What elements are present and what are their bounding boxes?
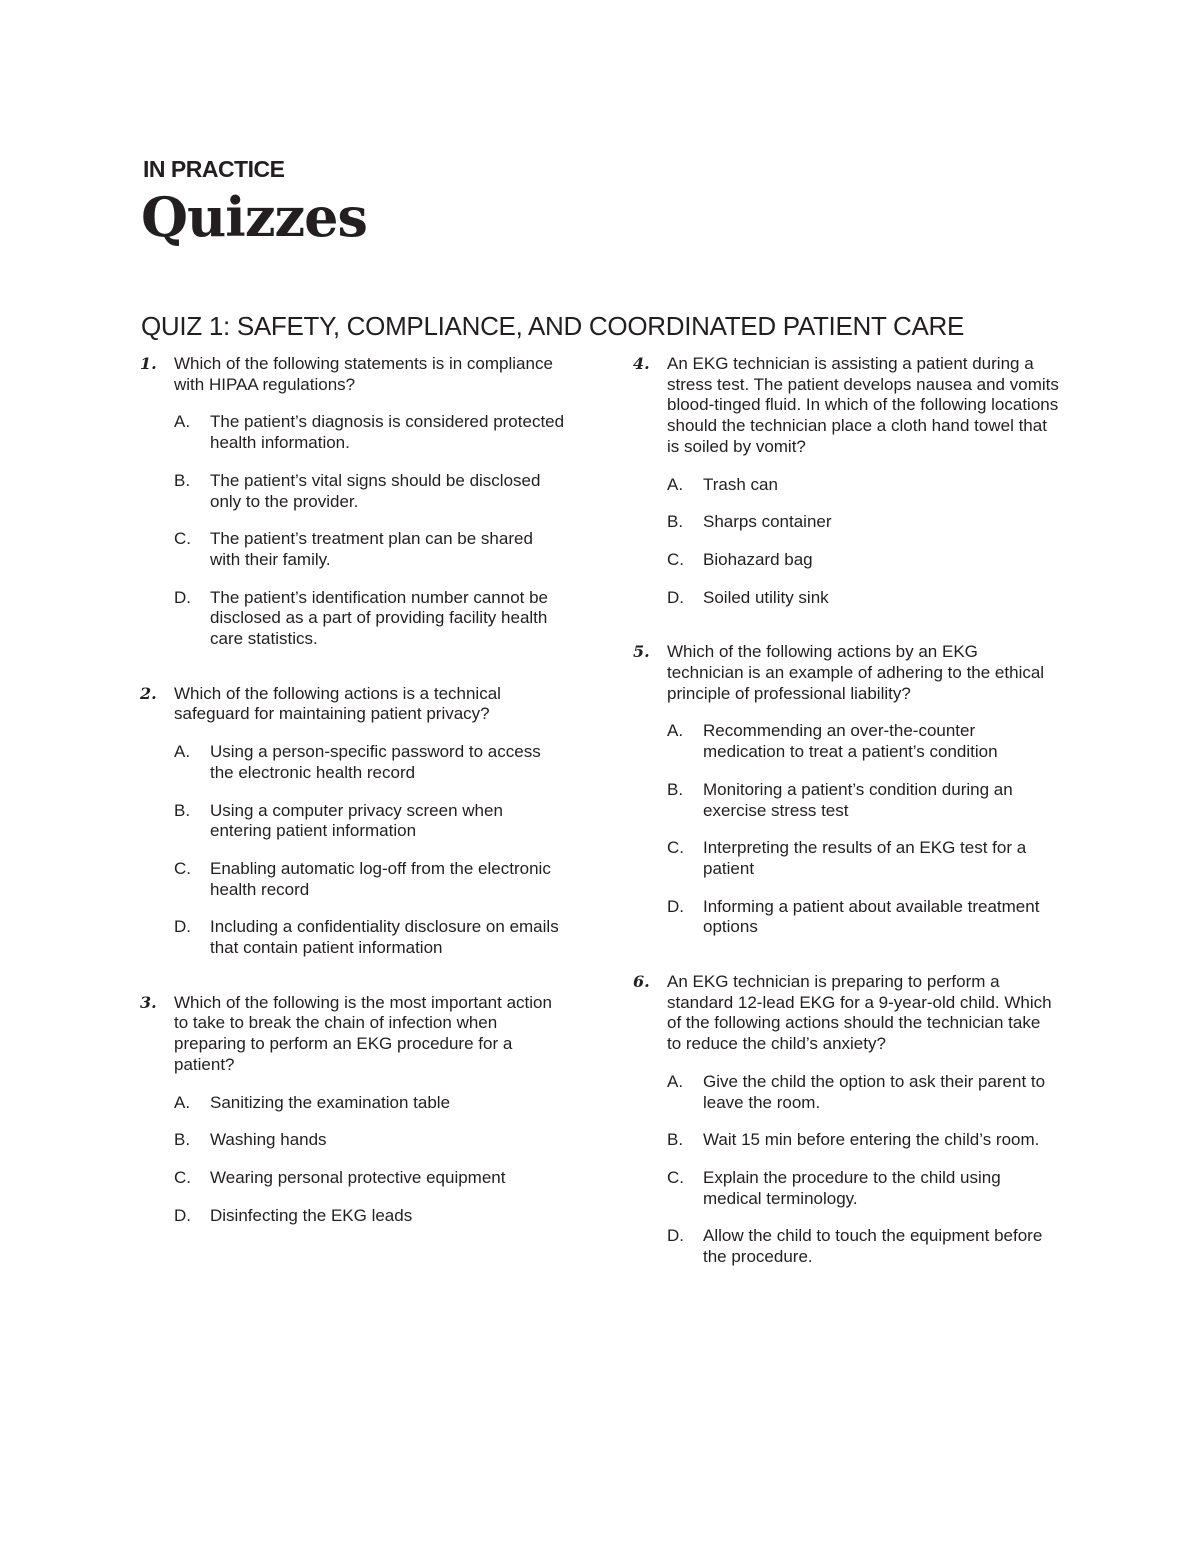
option-letter: B.: [667, 1130, 684, 1150]
left-column: [140, 354, 565, 1226]
option-letter: A.: [174, 412, 191, 432]
question-number: 1.: [140, 354, 157, 373]
option-text: The patient’s vital signs should be disclosed only to the provider.: [210, 470, 541, 511]
quiz-heading: QUIZ 1: SAFETY, COMPLIANCE, AND COORDINATED PATIENT CARE: [141, 311, 965, 341]
question-number: 5.: [633, 642, 650, 662]
option-text: Monitoring a patient’s condition during an exercise stress test: [703, 779, 1013, 820]
question-1: [140, 354, 565, 650]
answer-option: [667, 588, 1059, 609]
question-2: [140, 684, 560, 959]
answer-option: [174, 1206, 566, 1227]
question-number: 6.: [633, 972, 650, 992]
question-text: Which of the following is the most important action to take to break the chain of infection when preparing to perform an EKG procedure for a patient?: [174, 992, 552, 1074]
question-5: [633, 642, 1053, 938]
question-6: [633, 972, 1053, 1268]
answer-option: [174, 529, 566, 570]
section-kicker: IN PRACTICE: [143, 156, 285, 182]
answer-option: [174, 801, 566, 842]
option-text: Soiled utility sink: [703, 587, 829, 607]
option-text: Trash can: [703, 474, 778, 494]
option-text: Recommending an over-the-counter medication to treat a patient’s condition: [703, 721, 998, 762]
option-text: Enabling automatic log-off from the electronic health record: [210, 858, 551, 899]
answer-option: [174, 742, 566, 783]
answer-option: [667, 838, 1059, 879]
option-letter: B.: [174, 470, 191, 490]
option-text: Explain the procedure to the child using medical terminology.: [703, 1167, 1001, 1208]
answer-options: [667, 721, 1053, 938]
option-text: Disinfecting the EKG leads: [210, 1205, 413, 1225]
option-letter: C.: [667, 1167, 684, 1187]
option-text: Using a person-specific password to access the electronic health record: [210, 742, 541, 782]
option-letter: C.: [174, 1167, 191, 1187]
option-text: Give the child the option to ask their parent to leave the room.: [703, 1071, 1046, 1112]
answer-option: [174, 412, 566, 453]
option-letter: A.: [174, 742, 191, 762]
option-letter: D.: [667, 896, 684, 916]
option-text: The patient’s diagnosis is considered protected health information.: [210, 412, 565, 453]
answer-option: [667, 721, 1059, 762]
answer-option: [667, 550, 1059, 571]
option-letter: B.: [174, 800, 191, 820]
question-text: An EKG technician is preparing to perform a standard 12-lead EKG for a 9-year-old child. Which of the following actions should the technician take to reduce the child’s anxiety?: [667, 972, 1052, 1054]
answer-option: [174, 917, 566, 958]
answer-option: [174, 1168, 566, 1189]
page-title: Quizzes: [141, 185, 367, 249]
answer-option: [667, 1226, 1059, 1267]
answer-option: [174, 471, 566, 512]
answer-option: [667, 897, 1059, 938]
answer-options: [174, 412, 565, 649]
option-letter: C.: [174, 858, 191, 878]
option-text: Interpreting the results of an EKG test for a patient: [703, 838, 1027, 878]
option-text: Wearing personal protective equipment: [210, 1167, 506, 1187]
answer-option: [667, 780, 1059, 821]
question-text: Which of the following actions is a technical safeguard for maintaining patient privacy?: [174, 683, 501, 724]
option-letter: D.: [174, 587, 191, 607]
option-text: Washing hands: [210, 1130, 327, 1150]
option-text: Using a computer privacy screen when entering patient information: [210, 800, 503, 841]
right-column: [633, 354, 1059, 1268]
option-text: The patient’s identification number cannot be disclosed as a part of providing facility health care statistics.: [210, 587, 549, 649]
question-text: Which of the following statements is in compliance with HIPAA regulations?: [174, 354, 553, 394]
option-letter: D.: [174, 1205, 191, 1225]
option-letter: C.: [174, 529, 191, 549]
option-text: Sanitizing the examination table: [210, 1092, 451, 1112]
option-letter: B.: [174, 1130, 191, 1150]
answer-option: [174, 1093, 566, 1114]
option-letter: B.: [667, 779, 684, 799]
option-letter: A.: [667, 1071, 684, 1091]
option-letter: D.: [667, 1226, 684, 1246]
answer-option: [667, 1130, 1059, 1151]
question-text: An EKG technician is assisting a patient during a stress test. The patient develops nausea and vomits blood-tinged fluid. In which of the following locations should the technician place a cloth hand towel that is soiled by vomit?: [667, 354, 1059, 456]
option-letter: A.: [174, 1092, 191, 1112]
option-letter: B.: [667, 512, 684, 532]
option-text: Sharps container: [703, 512, 832, 532]
question-3: [140, 993, 560, 1227]
option-letter: C.: [667, 838, 684, 858]
answer-option: [667, 475, 1059, 496]
option-text: The patient’s treatment plan can be shared with their family.: [210, 529, 533, 569]
option-text: Informing a patient about available treatment options: [703, 896, 1040, 937]
question-number: 4.: [633, 354, 650, 373]
answer-options: [667, 1072, 1053, 1268]
option-text: Allow the child to touch the equipment before the procedure.: [703, 1226, 1043, 1267]
option-text: Biohazard bag: [703, 549, 813, 569]
option-letter: C.: [667, 549, 684, 569]
option-text: Wait 15 min before entering the child’s room.: [703, 1130, 1040, 1150]
question-4: [633, 354, 1059, 608]
answer-option: [667, 512, 1059, 533]
option-letter: A.: [667, 474, 684, 494]
answer-option: [174, 1130, 566, 1151]
answer-options: [667, 475, 1053, 609]
option-letter: D.: [667, 587, 684, 607]
option-text: Including a confidentiality disclosure on emails that contain patient information: [210, 917, 559, 958]
question-text: Which of the following actions by an EKG technician is an example of adhering to the ethical principle of professional liability?: [667, 642, 1045, 703]
option-letter: A.: [667, 721, 684, 741]
question-number: 3.: [140, 992, 157, 1012]
answer-options: [174, 1093, 560, 1227]
answer-option: [667, 1168, 1059, 1209]
option-letter: D.: [174, 917, 191, 937]
answer-options: [174, 742, 560, 959]
answer-option: [667, 1072, 1059, 1113]
question-number: 2.: [140, 683, 157, 703]
answer-option: [174, 859, 566, 900]
answer-option: [174, 588, 566, 650]
